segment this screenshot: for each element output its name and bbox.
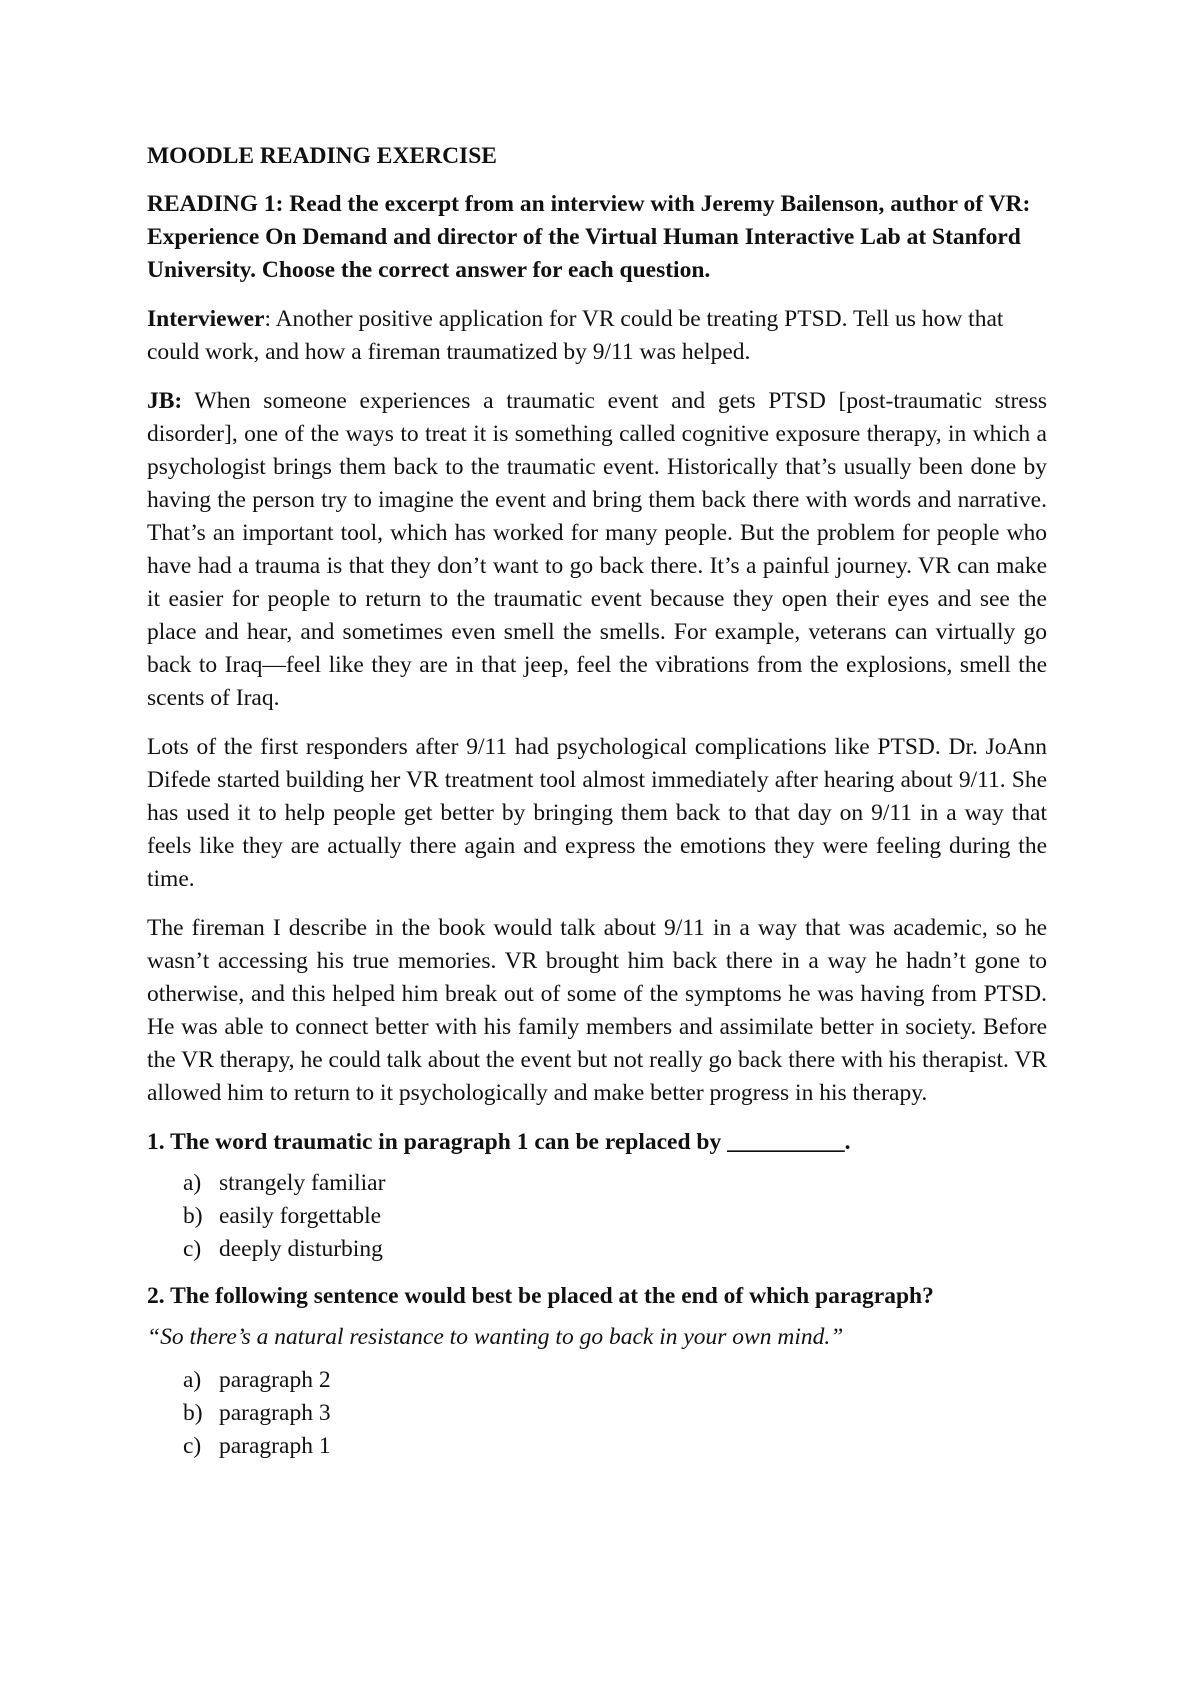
question-1-option-c[interactable] [183, 1233, 1047, 1266]
interviewer-label: Interviewer [147, 306, 265, 332]
option-letter: c) [183, 1236, 202, 1262]
interviewer-separator: : [264, 306, 276, 332]
answer-paragraph-2: Lots of the first responders after 9/11 had psychological complications like PTSD. Dr. JoAnn Difede started building her VR treatment tool almost immediately after hearing about 9/11. She has used it to help people get better by bringing them back to that day on 9/11 in a way that feels like they are actually there again and express the emotions they were feeling during the time. [147, 734, 1047, 892]
question-2-options [147, 1364, 1047, 1463]
question-1-options [147, 1167, 1047, 1266]
question-1-prompt: 1. The word traumatic in paragraph 1 can be replaced by __________. [147, 1129, 851, 1155]
option-letter: a) [183, 1170, 202, 1196]
question-2-option-c[interactable] [183, 1430, 1047, 1463]
interviewer-text: Another positive application for VR could be treating PTSD. Tell us how that could work, and how a fireman traumatized by 9/11 was helped. [147, 306, 1004, 365]
option-text: paragraph 2 [219, 1367, 331, 1393]
question-1-option-a[interactable] [183, 1167, 1047, 1200]
answer-paragraph-1-text: When someone experiences a traumatic event and gets PTSD [post-traumatic stress disorder], one of the ways to treat it is something called cognitive exposure therapy, in which a psychologist brings them back to the traumatic event. Historically that’s usually been done by having the person try to imagine the event and bring them back there with words and narrative. That’s an important tool, which has worked for many people. But the problem for people who have had a trauma is that they don’t want to go back there. It’s a painful journey. VR can make it easier for people to return to the traumatic event because they open their eyes and see the place and hear, and sometimes even smell the smells. For example, veterans can virtually go back to Iraq—feel like they are in that jeep, feel the vibrations from the explosions, smell the scents of Iraq. [147, 388, 1047, 711]
option-text: paragraph 3 [219, 1400, 331, 1426]
answer-paragraph-3: The fireman I describe in the book would talk about 9/11 in a way that was academic, so he wasn’t accessing his true memories. VR brought him back there in a way he hadn’t gone to otherwise, and this helped him break out of some of the symptoms he was having from PTSD. He was able to connect better with his family members and assimilate better in society. Before the VR therapy, he could talk about the event but not really go back there with his therapist. VR allowed him to return to it psychologically and make better progress in his therapy. [147, 915, 1047, 1106]
option-letter: c) [183, 1433, 202, 1459]
option-text: paragraph 1 [219, 1433, 331, 1459]
option-letter: b) [183, 1203, 203, 1229]
jb-label: JB: [147, 388, 183, 414]
option-letter: b) [183, 1400, 203, 1426]
question-2-option-b[interactable] [183, 1397, 1047, 1430]
document-title: MOODLE READING EXERCISE [147, 143, 497, 169]
question-2-prompt: 2. The following sentence would best be placed at the end of which paragraph? [147, 1283, 934, 1309]
option-letter: a) [183, 1367, 202, 1393]
question-1-option-b[interactable] [183, 1200, 1047, 1233]
question-2-quote: “So there’s a natural resistance to wanting to go back in your own mind.” [147, 1324, 844, 1350]
reading-instructions: READING 1: Read the excerpt from an interview with Jeremy Bailenson, author of VR: Experience On Demand and director of the Virtual Human Interactive Lab at Stanford University. Choose the correct answer for each question. [147, 191, 1031, 283]
answer-paragraph-1 [147, 385, 1047, 715]
interviewer-question [147, 303, 1047, 369]
option-text: deeply disturbing [219, 1236, 383, 1262]
question-2-option-a[interactable] [183, 1364, 1047, 1397]
document-page [147, 140, 1047, 1477]
option-text: strangely familiar [219, 1170, 386, 1196]
option-text: easily forgettable [219, 1203, 382, 1229]
